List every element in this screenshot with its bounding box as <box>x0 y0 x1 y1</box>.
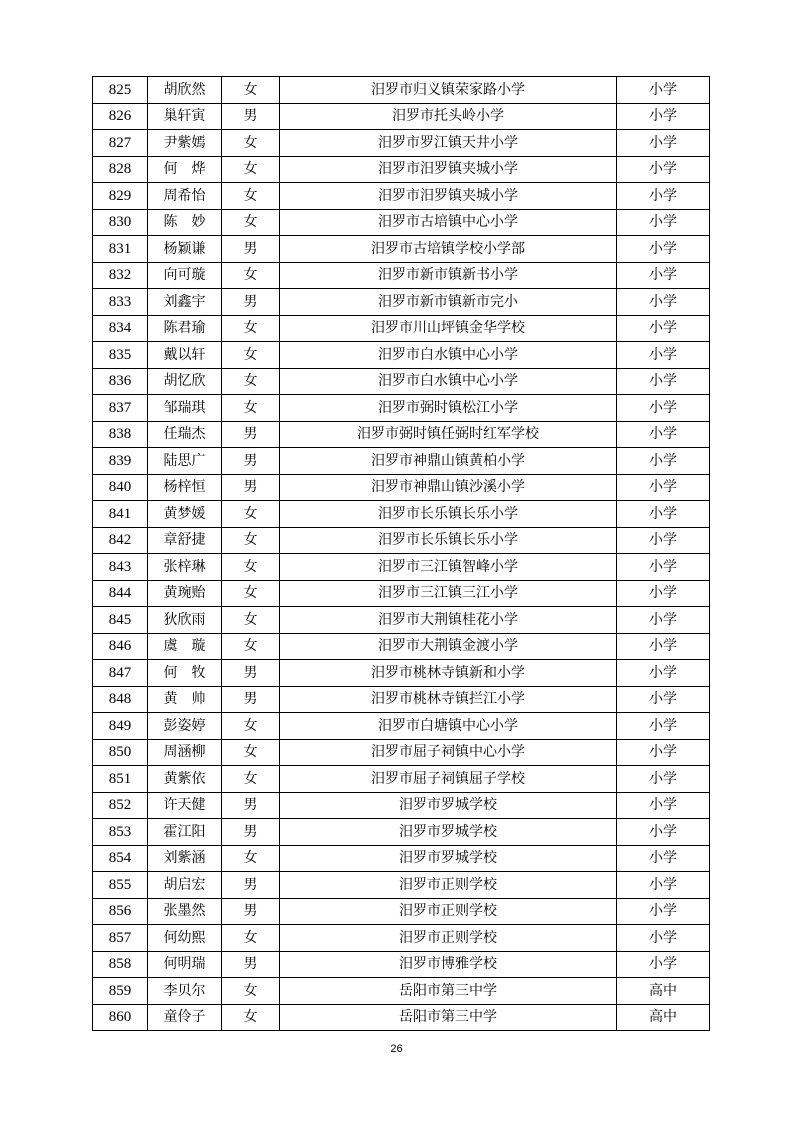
cell-number: 837 <box>93 395 148 422</box>
cell-school: 汨罗市罗城学校 <box>280 845 617 872</box>
cell-school: 岳阳市第三中学 <box>280 978 617 1005</box>
cell-school: 汨罗市川山坪镇金华学校 <box>280 315 617 342</box>
cell-level: 小学 <box>617 236 710 263</box>
table-row <box>93 103 710 130</box>
cell-level: 小学 <box>617 872 710 899</box>
cell-level: 小学 <box>617 421 710 448</box>
table-row <box>93 766 710 793</box>
cell-school: 汨罗市屈子祠镇中心小学 <box>280 739 617 766</box>
cell-school: 汨罗市古培镇中心小学 <box>280 209 617 236</box>
cell-number: 833 <box>93 289 148 316</box>
cell-gender: 男 <box>222 289 280 316</box>
cell-level: 小学 <box>617 660 710 687</box>
cell-name: 陈 妙 <box>148 209 222 236</box>
cell-number: 849 <box>93 713 148 740</box>
cell-level: 小学 <box>617 554 710 581</box>
table-row <box>93 262 710 289</box>
cell-gender: 女 <box>222 554 280 581</box>
table-row <box>93 209 710 236</box>
cell-gender: 女 <box>222 925 280 952</box>
cell-school: 汨罗市三江镇三江小学 <box>280 580 617 607</box>
cell-gender: 女 <box>222 527 280 554</box>
table-row <box>93 421 710 448</box>
cell-gender: 女 <box>222 501 280 528</box>
cell-name: 尹紫嫣 <box>148 130 222 157</box>
cell-number: 838 <box>93 421 148 448</box>
cell-school: 汨罗市汨罗镇夹城小学 <box>280 156 617 183</box>
cell-school: 汨罗市大荆镇桂花小学 <box>280 607 617 634</box>
cell-school: 汨罗市长乐镇长乐小学 <box>280 501 617 528</box>
cell-gender: 女 <box>222 739 280 766</box>
cell-name: 陆思广 <box>148 448 222 475</box>
table-row <box>93 395 710 422</box>
cell-number: 860 <box>93 1004 148 1031</box>
table-row <box>93 607 710 634</box>
cell-level: 小学 <box>617 103 710 130</box>
table-row <box>93 474 710 501</box>
cell-name: 彭姿婷 <box>148 713 222 740</box>
cell-school: 汨罗市归义镇荣家路小学 <box>280 77 617 104</box>
cell-gender: 男 <box>222 474 280 501</box>
cell-name: 何明瑞 <box>148 951 222 978</box>
cell-gender: 女 <box>222 183 280 210</box>
cell-name: 何 烨 <box>148 156 222 183</box>
cell-name: 李贝尔 <box>148 978 222 1005</box>
cell-gender: 女 <box>222 978 280 1005</box>
table-row <box>93 236 710 263</box>
cell-level: 小学 <box>617 633 710 660</box>
cell-name: 张墨然 <box>148 898 222 925</box>
cell-name: 任瑞杰 <box>148 421 222 448</box>
cell-number: 826 <box>93 103 148 130</box>
cell-level: 高中 <box>617 978 710 1005</box>
cell-number: 854 <box>93 845 148 872</box>
cell-name: 杨颖谦 <box>148 236 222 263</box>
cell-number: 842 <box>93 527 148 554</box>
cell-gender: 女 <box>222 342 280 369</box>
cell-number: 857 <box>93 925 148 952</box>
cell-school: 汨罗市桃林寺镇新和小学 <box>280 660 617 687</box>
cell-level: 小学 <box>617 395 710 422</box>
table-row <box>93 1004 710 1031</box>
page-number: 26 <box>390 1043 403 1055</box>
cell-number: 852 <box>93 792 148 819</box>
cell-name: 许天健 <box>148 792 222 819</box>
cell-name: 胡启宏 <box>148 872 222 899</box>
cell-level: 小学 <box>617 925 710 952</box>
table-row <box>93 951 710 978</box>
cell-number: 848 <box>93 686 148 713</box>
cell-gender: 男 <box>222 686 280 713</box>
cell-school: 汨罗市白水镇中心小学 <box>280 342 617 369</box>
cell-level: 小学 <box>617 527 710 554</box>
cell-number: 829 <box>93 183 148 210</box>
table-row <box>93 978 710 1005</box>
cell-gender: 女 <box>222 395 280 422</box>
table-row <box>93 527 710 554</box>
roster-table-body <box>93 77 710 1031</box>
cell-name: 黄 帅 <box>148 686 222 713</box>
table-row <box>93 792 710 819</box>
cell-name: 胡欣然 <box>148 77 222 104</box>
table-row <box>93 130 710 157</box>
cell-school: 汨罗市托头岭小学 <box>280 103 617 130</box>
cell-school: 汨罗市神鼎山镇黄柏小学 <box>280 448 617 475</box>
cell-level: 小学 <box>617 130 710 157</box>
cell-level: 小学 <box>617 951 710 978</box>
table-row <box>93 580 710 607</box>
cell-level: 小学 <box>617 713 710 740</box>
cell-name: 黄紫依 <box>148 766 222 793</box>
cell-level: 小学 <box>617 315 710 342</box>
cell-level: 小学 <box>617 686 710 713</box>
cell-gender: 女 <box>222 368 280 395</box>
cell-name: 何幼熙 <box>148 925 222 952</box>
cell-school: 汨罗市新市镇新书小学 <box>280 262 617 289</box>
cell-school: 汨罗市白塘镇中心小学 <box>280 713 617 740</box>
cell-school: 汨罗市弼时镇松江小学 <box>280 395 617 422</box>
cell-school: 汨罗市罗城学校 <box>280 819 617 846</box>
cell-name: 刘紫涵 <box>148 845 222 872</box>
cell-number: 841 <box>93 501 148 528</box>
cell-level: 小学 <box>617 819 710 846</box>
cell-school: 汨罗市长乐镇长乐小学 <box>280 527 617 554</box>
cell-level: 小学 <box>617 474 710 501</box>
table-row <box>93 77 710 104</box>
cell-name: 周希怡 <box>148 183 222 210</box>
table-row <box>93 713 710 740</box>
cell-school: 汨罗市新市镇新市完小 <box>280 289 617 316</box>
table-row <box>93 819 710 846</box>
cell-number: 846 <box>93 633 148 660</box>
table-row <box>93 501 710 528</box>
cell-level: 小学 <box>617 368 710 395</box>
cell-level: 小学 <box>617 766 710 793</box>
cell-number: 853 <box>93 819 148 846</box>
cell-gender: 女 <box>222 77 280 104</box>
table-row <box>93 448 710 475</box>
cell-number: 831 <box>93 236 148 263</box>
cell-school: 汨罗市桃林寺镇拦江小学 <box>280 686 617 713</box>
cell-number: 859 <box>93 978 148 1005</box>
cell-gender: 女 <box>222 766 280 793</box>
table-row <box>93 845 710 872</box>
cell-gender: 女 <box>222 580 280 607</box>
table-row <box>93 342 710 369</box>
cell-number: 843 <box>93 554 148 581</box>
cell-number: 828 <box>93 156 148 183</box>
cell-gender: 女 <box>222 130 280 157</box>
cell-number: 840 <box>93 474 148 501</box>
cell-level: 小学 <box>617 342 710 369</box>
cell-gender: 女 <box>222 156 280 183</box>
cell-name: 虞 璇 <box>148 633 222 660</box>
cell-gender: 男 <box>222 898 280 925</box>
cell-number: 835 <box>93 342 148 369</box>
cell-gender: 男 <box>222 792 280 819</box>
table-row <box>93 660 710 687</box>
cell-gender: 女 <box>222 845 280 872</box>
cell-school: 汨罗市正则学校 <box>280 925 617 952</box>
cell-name: 狄欣雨 <box>148 607 222 634</box>
cell-level: 小学 <box>617 209 710 236</box>
cell-name: 胡忆欣 <box>148 368 222 395</box>
cell-school: 汨罗市罗江镇天井小学 <box>280 130 617 157</box>
cell-name: 刘鑫宇 <box>148 289 222 316</box>
cell-name: 向可璇 <box>148 262 222 289</box>
cell-gender: 女 <box>222 209 280 236</box>
cell-number: 839 <box>93 448 148 475</box>
cell-level: 小学 <box>617 448 710 475</box>
cell-number: 827 <box>93 130 148 157</box>
cell-name: 章舒捷 <box>148 527 222 554</box>
cell-school: 汨罗市屈子祠镇屈子学校 <box>280 766 617 793</box>
cell-level: 小学 <box>617 739 710 766</box>
cell-gender: 女 <box>222 262 280 289</box>
cell-level: 高中 <box>617 1004 710 1031</box>
cell-name: 黄琬贻 <box>148 580 222 607</box>
cell-gender: 女 <box>222 607 280 634</box>
cell-school: 汨罗市白水镇中心小学 <box>280 368 617 395</box>
cell-name: 巢轩寅 <box>148 103 222 130</box>
cell-gender: 男 <box>222 236 280 263</box>
cell-number: 855 <box>93 872 148 899</box>
roster-table <box>92 76 710 1031</box>
cell-school: 汨罗市博雅学校 <box>280 951 617 978</box>
cell-level: 小学 <box>617 289 710 316</box>
cell-name: 霍江阳 <box>148 819 222 846</box>
cell-school: 汨罗市神鼎山镇沙溪小学 <box>280 474 617 501</box>
cell-name: 张梓琳 <box>148 554 222 581</box>
cell-number: 832 <box>93 262 148 289</box>
cell-name: 杨梓恒 <box>148 474 222 501</box>
cell-school: 汨罗市汨罗镇夹城小学 <box>280 183 617 210</box>
cell-level: 小学 <box>617 501 710 528</box>
cell-gender: 女 <box>222 1004 280 1031</box>
cell-level: 小学 <box>617 845 710 872</box>
cell-gender: 男 <box>222 951 280 978</box>
cell-level: 小学 <box>617 792 710 819</box>
cell-name: 戴以轩 <box>148 342 222 369</box>
table-row <box>93 368 710 395</box>
table-row <box>93 872 710 899</box>
cell-gender: 男 <box>222 872 280 899</box>
cell-gender: 男 <box>222 421 280 448</box>
cell-school: 汨罗市三江镇智峰小学 <box>280 554 617 581</box>
cell-gender: 男 <box>222 660 280 687</box>
cell-school: 岳阳市第三中学 <box>280 1004 617 1031</box>
cell-level: 小学 <box>617 262 710 289</box>
cell-gender: 女 <box>222 633 280 660</box>
cell-school: 汨罗市正则学校 <box>280 898 617 925</box>
table-row <box>93 156 710 183</box>
cell-number: 845 <box>93 607 148 634</box>
cell-gender: 女 <box>222 315 280 342</box>
cell-number: 844 <box>93 580 148 607</box>
cell-number: 830 <box>93 209 148 236</box>
cell-level: 小学 <box>617 580 710 607</box>
cell-school: 汨罗市正则学校 <box>280 872 617 899</box>
cell-school: 汨罗市大荆镇金渡小学 <box>280 633 617 660</box>
cell-gender: 女 <box>222 713 280 740</box>
cell-name: 童伶子 <box>148 1004 222 1031</box>
cell-gender: 男 <box>222 819 280 846</box>
cell-name: 黄梦媛 <box>148 501 222 528</box>
cell-school: 汨罗市弼时镇任弼时红军学校 <box>280 421 617 448</box>
table-row <box>93 183 710 210</box>
cell-level: 小学 <box>617 898 710 925</box>
cell-number: 851 <box>93 766 148 793</box>
cell-gender: 男 <box>222 448 280 475</box>
cell-school: 汨罗市古培镇学校小学部 <box>280 236 617 263</box>
cell-level: 小学 <box>617 77 710 104</box>
cell-number: 836 <box>93 368 148 395</box>
cell-number: 858 <box>93 951 148 978</box>
table-row <box>93 739 710 766</box>
cell-number: 834 <box>93 315 148 342</box>
cell-gender: 男 <box>222 103 280 130</box>
cell-number: 850 <box>93 739 148 766</box>
table-row <box>93 898 710 925</box>
table-row <box>93 315 710 342</box>
table-row <box>93 554 710 581</box>
cell-level: 小学 <box>617 183 710 210</box>
cell-number: 825 <box>93 77 148 104</box>
table-row <box>93 686 710 713</box>
cell-name: 周涵柳 <box>148 739 222 766</box>
cell-level: 小学 <box>617 156 710 183</box>
cell-level: 小学 <box>617 607 710 634</box>
cell-school: 汨罗市罗城学校 <box>280 792 617 819</box>
cell-number: 856 <box>93 898 148 925</box>
cell-name: 陈君瑜 <box>148 315 222 342</box>
cell-number: 847 <box>93 660 148 687</box>
table-row <box>93 925 710 952</box>
cell-name: 何 牧 <box>148 660 222 687</box>
table-row <box>93 633 710 660</box>
cell-name: 邹瑞琪 <box>148 395 222 422</box>
table-row <box>93 289 710 316</box>
